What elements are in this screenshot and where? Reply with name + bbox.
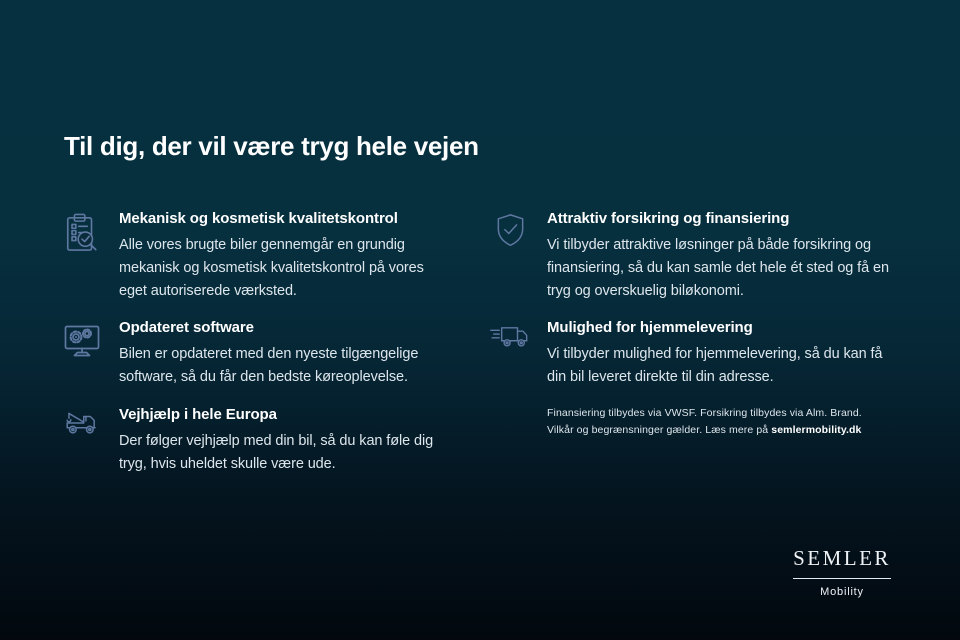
- feature-home-delivery: [490, 319, 901, 389]
- feature-body: Vi tilbyder attraktive løsninger på både forsikring og finansiering, så du kan samle det hele ét sted og få en tryg og overskuelig biløkonomi.: [547, 237, 889, 299]
- disclaimer-line2: Vilkår og begrænsninger gælder. Læs mere på: [547, 424, 772, 436]
- feature-body: Der følger vejhjælp med din bil, så du kan føle dig tryg, hvis uheldet skulle være ude.: [119, 433, 434, 472]
- feature-heading: Mekanisk og kosmetisk kvalitetskontrol: [119, 210, 398, 227]
- delivery-truck-icon: [490, 321, 530, 353]
- software-monitor-gears-icon: [62, 321, 102, 361]
- semler-mobility-logo: [793, 546, 891, 598]
- feature-heading: Mulighed for hjemmelevering: [547, 319, 753, 336]
- logo-brand-text: SEMLER: [793, 546, 891, 579]
- feature-heading: Attraktiv forsikring og finansiering: [547, 210, 790, 227]
- shield-check-icon: [490, 212, 530, 249]
- clipboard-inspection-icon: [62, 212, 102, 254]
- tow-truck-icon: [62, 408, 102, 438]
- feature-insurance-financing: [490, 210, 901, 303]
- feature-quality-control: [62, 210, 451, 303]
- feature-body: Vi tilbyder mulighed for hjemmelevering, så du kan få din bil leveret direkte til din adresse.: [547, 346, 883, 385]
- feature-body: Alle vores brugte biler gennemgår en grundig mekanisk og kosmetisk kvalitetskontrol på vores eget autoriserede værksted.: [119, 237, 424, 299]
- feature-heading: Opdateret software: [119, 319, 254, 336]
- feature-body: Bilen er opdateret med den nyeste tilgængelige software, så du får den bedste køreoplevelse.: [119, 346, 419, 385]
- legal-disclaimer: [547, 405, 907, 439]
- disclaimer-line1: Finansiering tilbydes via VWSF. Forsikring tilbydes via Alm. Brand.: [547, 407, 862, 419]
- logo-sub-text: Mobility: [820, 586, 864, 598]
- feature-roadside-assistance: [62, 406, 451, 476]
- feature-updated-software: [62, 319, 451, 389]
- page-title: Til dig, der vil være tryg hele vejen: [64, 131, 479, 162]
- feature-heading: Vejhjælp i hele Europa: [119, 406, 277, 423]
- website-domain: semlermobility.dk: [771, 424, 862, 436]
